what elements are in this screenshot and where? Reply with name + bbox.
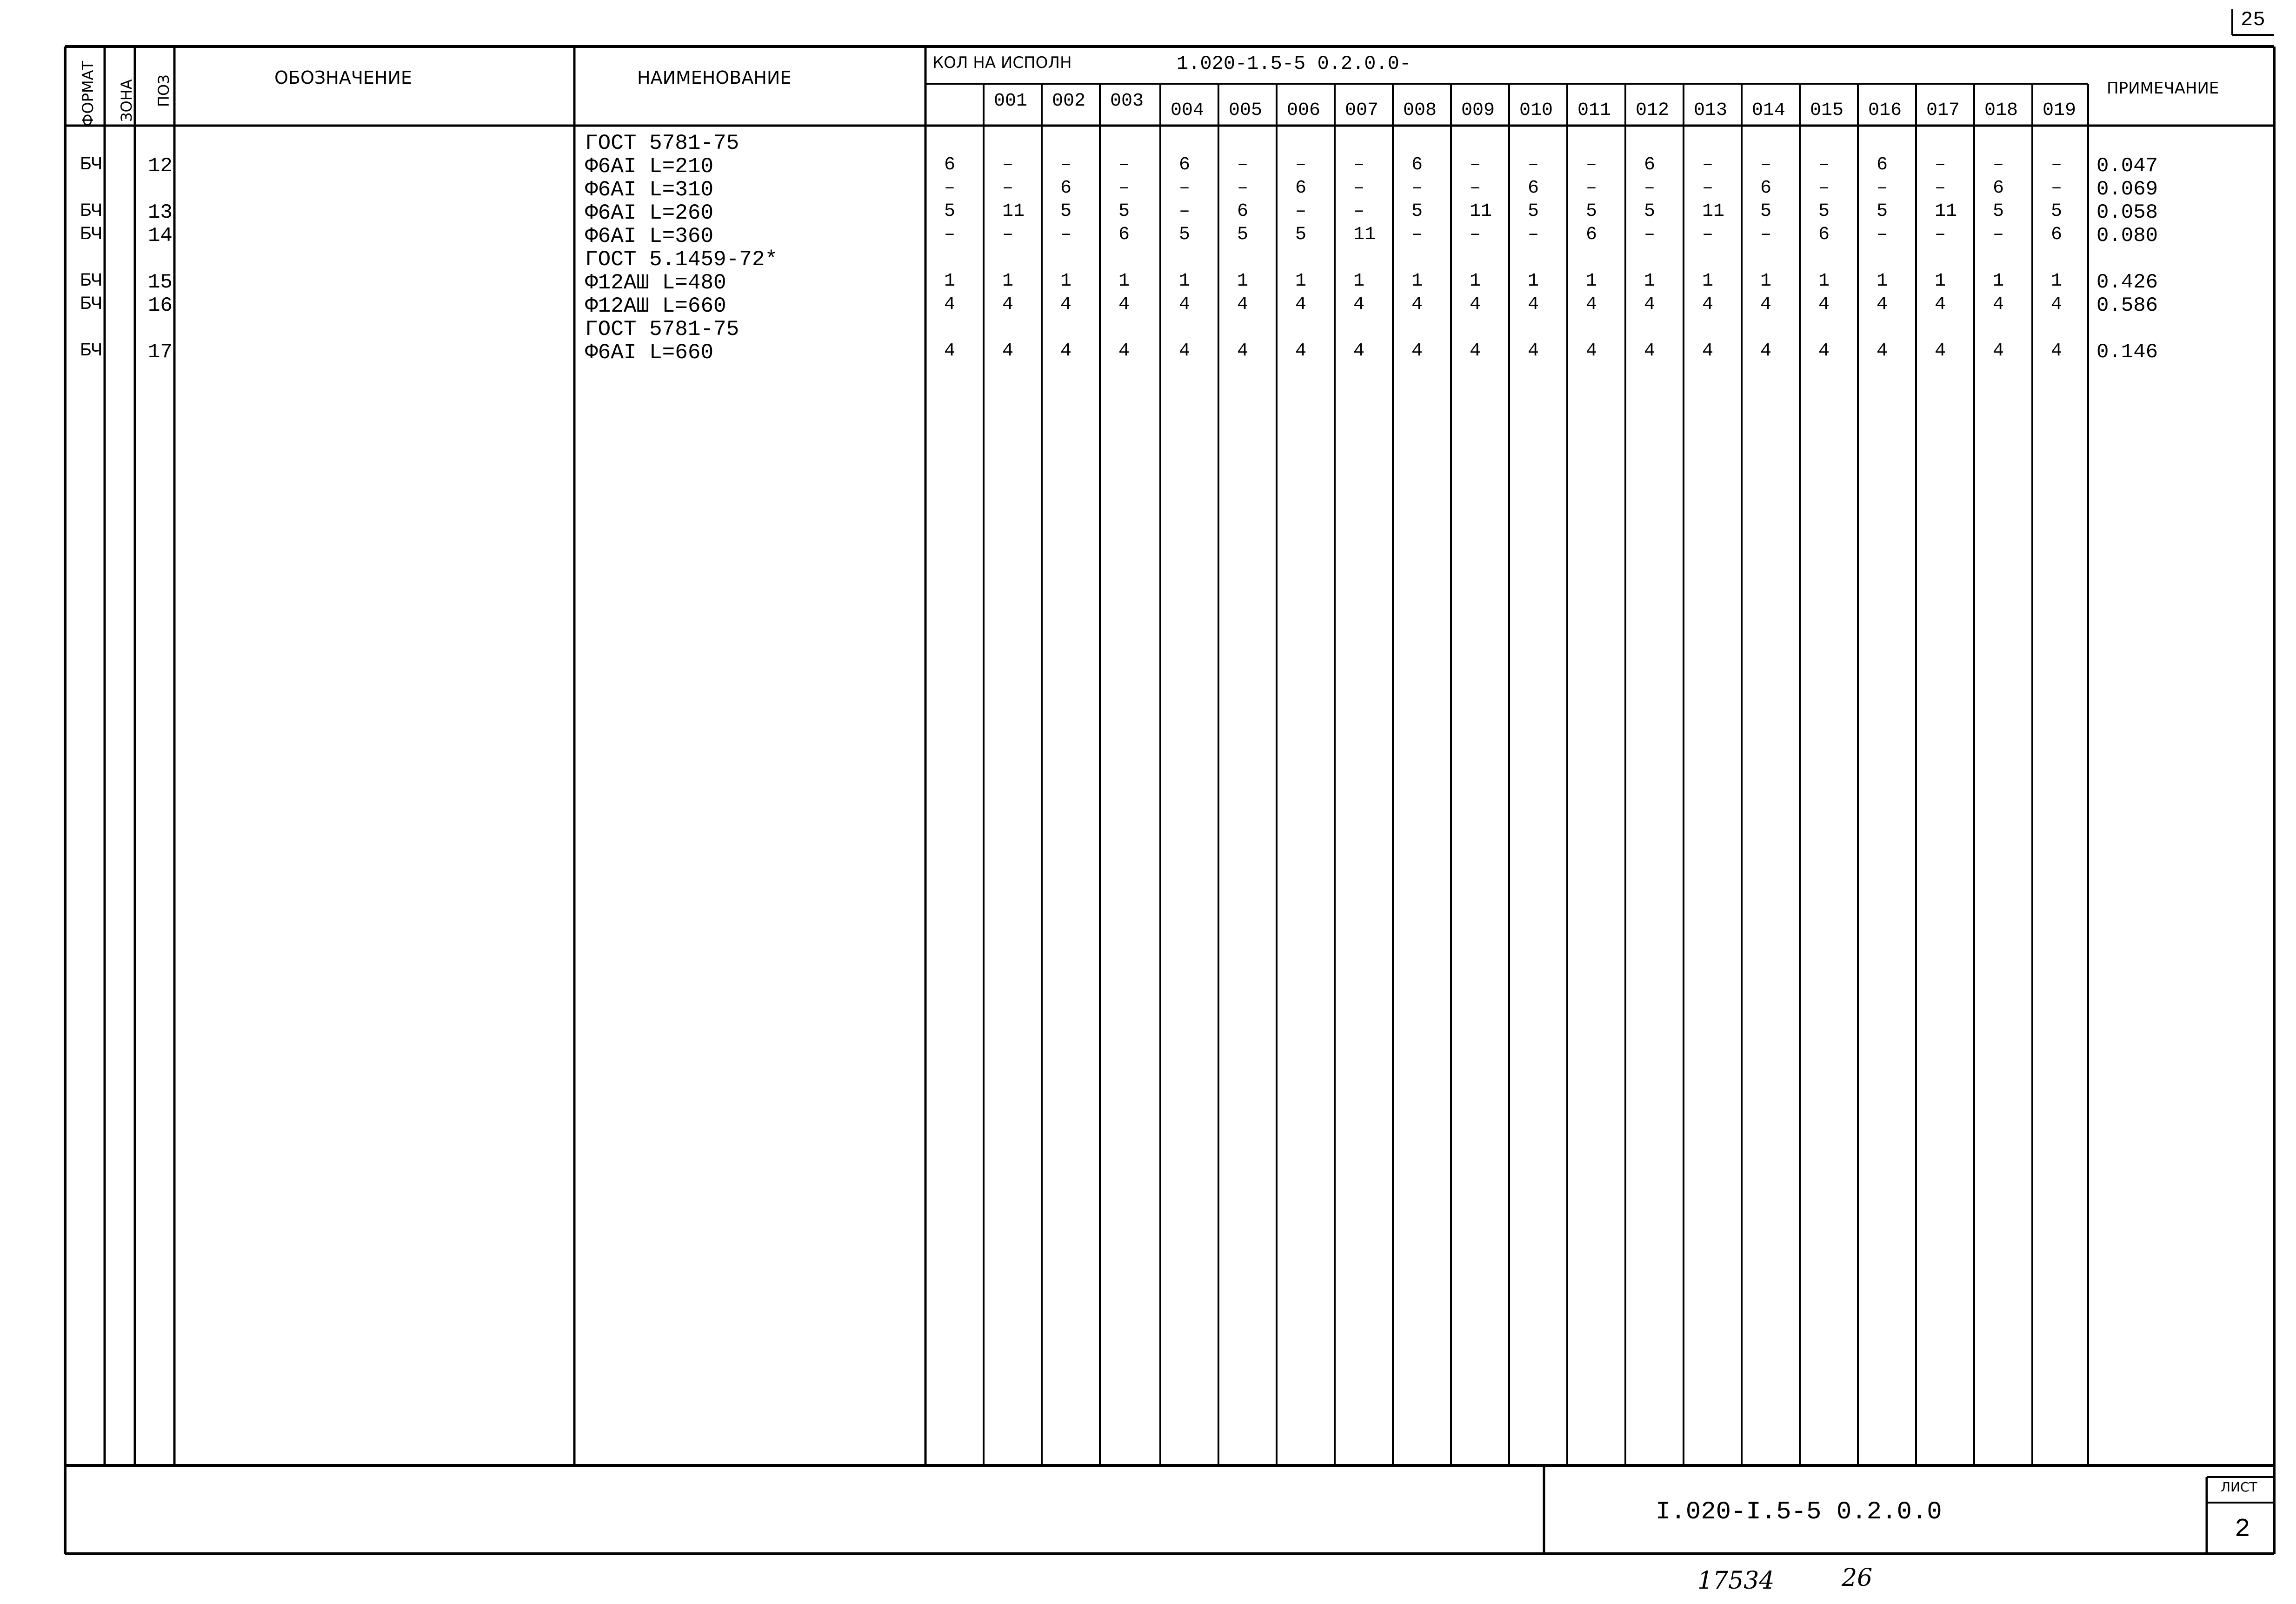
- qty-cell: –: [1470, 154, 1481, 175]
- pos-cell: 13: [148, 201, 173, 224]
- qty-cell: 4: [1002, 341, 1014, 361]
- qty-cell: 6: [1060, 178, 1072, 199]
- note-cell: 0.426: [2096, 271, 2158, 294]
- qty-cell: 4: [1295, 294, 1307, 315]
- variant-header: 003: [1110, 91, 1144, 112]
- qty-cell: 6: [1818, 224, 1830, 245]
- qty-cell: 6: [1118, 224, 1130, 245]
- qty-cell: 6: [1644, 154, 1656, 175]
- qty-cell: 6: [944, 154, 956, 175]
- qty-cell: 4: [1644, 341, 1656, 361]
- qty-cell: –: [1702, 154, 1714, 175]
- qty-cell: 4: [1353, 294, 1365, 315]
- qty-cell: –: [1877, 224, 1888, 245]
- qty-cell: 1: [1118, 271, 1130, 292]
- pos-cell: 12: [148, 154, 173, 178]
- qty-cell: –: [1818, 154, 1830, 175]
- stamp-sheet-label: ЛИСТ: [2221, 1479, 2257, 1495]
- qty-cell: 4: [2051, 294, 2063, 315]
- qty-cell: 6: [1237, 201, 1249, 222]
- qty-cell: 1: [1002, 271, 1014, 292]
- qty-cell: 5: [1237, 224, 1249, 245]
- pos-cell: 17: [148, 341, 173, 364]
- qty-cell: 4: [1528, 294, 1539, 315]
- qty-cell: –: [2051, 178, 2063, 199]
- qty-cell: 5: [1586, 201, 1597, 222]
- variant-header: 007: [1345, 100, 1379, 121]
- qty-cell: –: [944, 224, 956, 245]
- doc-prefix-header: 1.020-1.5-5 0.2.0.0-: [1177, 53, 1411, 75]
- qty-header: КОЛ НА ИСПОЛН: [932, 53, 1072, 72]
- variant-header: 004: [1171, 100, 1205, 121]
- qty-cell: –: [1644, 178, 1656, 199]
- qty-cell: 1: [1935, 271, 1946, 292]
- pos-header: ПОЗ: [155, 74, 173, 107]
- qty-cell: 4: [1760, 294, 1772, 315]
- qty-cell: 4: [1060, 341, 1072, 361]
- qty-cell: 6: [1295, 178, 1307, 199]
- variant-header: 009: [1461, 100, 1495, 121]
- name-line: ГОСТ 5781-75: [585, 131, 739, 155]
- qty-cell: 1: [1411, 271, 1423, 292]
- variant-header: 011: [1577, 100, 1611, 121]
- qty-cell: 5: [1528, 201, 1539, 222]
- qty-cell: 4: [944, 294, 956, 315]
- variant-header: 017: [1926, 100, 1960, 121]
- qty-cell: 6: [2051, 224, 2063, 245]
- qty-cell: 1: [1528, 271, 1539, 292]
- qty-cell: 11: [1353, 224, 1376, 245]
- qty-cell: 1: [1470, 271, 1481, 292]
- qty-cell: –: [1179, 201, 1191, 222]
- format-cell: БЧ: [80, 341, 103, 361]
- qty-cell: 5: [1118, 201, 1130, 222]
- qty-cell: 4: [1118, 294, 1130, 315]
- qty-cell: –: [1118, 154, 1130, 175]
- qty-cell: 4: [1470, 294, 1481, 315]
- qty-cell: –: [1295, 201, 1307, 222]
- qty-cell: –: [1993, 154, 2004, 175]
- qty-cell: 4: [1002, 294, 1014, 315]
- qty-cell: –: [1060, 154, 1072, 175]
- variant-header: 006: [1287, 100, 1321, 121]
- name-line: Ф6АI L=260: [585, 201, 714, 225]
- qty-cell: 1: [1702, 271, 1714, 292]
- variant-header: 008: [1403, 100, 1437, 121]
- qty-cell: –: [1935, 224, 1946, 245]
- qty-cell: –: [1586, 178, 1597, 199]
- qty-cell: 1: [1237, 271, 1249, 292]
- name-line: Ф6АI L=660: [585, 341, 714, 365]
- qty-cell: 4: [1237, 341, 1249, 361]
- qty-cell: 4: [1295, 341, 1307, 361]
- qty-cell: 4: [1818, 341, 1830, 361]
- qty-cell: 1: [944, 271, 956, 292]
- qty-cell: 11: [1702, 201, 1725, 222]
- variant-header: 018: [1984, 100, 2018, 121]
- qty-cell: 4: [1179, 341, 1191, 361]
- note-header: ПРИМЕЧАНИЕ: [2107, 79, 2219, 98]
- qty-cell: –: [1877, 178, 1888, 199]
- qty-cell: 4: [1060, 294, 1072, 315]
- qty-cell: 4: [1586, 341, 1597, 361]
- qty-cell: –: [1002, 178, 1014, 199]
- qty-cell: –: [1760, 154, 1772, 175]
- qty-cell: 4: [1528, 341, 1539, 361]
- qty-cell: 5: [1993, 201, 2004, 222]
- variant-header: 019: [2043, 100, 2076, 121]
- qty-cell: 4: [1993, 294, 2004, 315]
- variant-header: 010: [1519, 100, 1553, 121]
- name-line: Ф6АI L=310: [585, 178, 714, 202]
- qty-cell: –: [1470, 178, 1481, 199]
- qty-cell: –: [1179, 178, 1191, 199]
- qty-cell: 4: [1179, 294, 1191, 315]
- stamp-sheet-number: 2: [2235, 1514, 2250, 1544]
- qty-cell: –: [2051, 154, 2063, 175]
- qty-cell: –: [1935, 178, 1946, 199]
- qty-cell: 4: [1877, 294, 1888, 315]
- pos-cell: 14: [148, 224, 173, 247]
- qty-cell: –: [1644, 224, 1656, 245]
- qty-cell: 4: [1411, 294, 1423, 315]
- qty-cell: –: [1702, 224, 1714, 245]
- qty-cell: 4: [1237, 294, 1249, 315]
- variant-header: 002: [1052, 91, 1086, 112]
- qty-cell: 6: [1411, 154, 1423, 175]
- note-cell: 0.586: [2096, 294, 2158, 317]
- qty-cell: –: [1002, 154, 1014, 175]
- qty-cell: 4: [1644, 294, 1656, 315]
- qty-cell: 1: [1353, 271, 1365, 292]
- variant-header: 013: [1694, 100, 1728, 121]
- name-line: Ф12АШ L=660: [585, 294, 726, 318]
- qty-cell: 4: [1993, 341, 2004, 361]
- format-cell: БЧ: [80, 201, 103, 222]
- pos-cell: 16: [148, 294, 173, 317]
- qty-cell: –: [1060, 224, 1072, 245]
- qty-cell: 5: [1060, 201, 1072, 222]
- qty-cell: 6: [1528, 178, 1539, 199]
- qty-cell: 6: [1993, 178, 2004, 199]
- variant-header: 001: [994, 91, 1028, 112]
- qty-cell: 6: [1179, 154, 1191, 175]
- qty-cell: 4: [1760, 341, 1772, 361]
- inventory-number: 17534: [1697, 1567, 1775, 1595]
- qty-cell: 4: [1818, 294, 1830, 315]
- qty-cell: –: [1118, 178, 1130, 199]
- qty-cell: 4: [2051, 341, 2063, 361]
- note-cell: 0.080: [2096, 224, 2158, 247]
- qty-cell: 11: [1470, 201, 1492, 222]
- note-cell: 0.047: [2096, 154, 2158, 178]
- qty-cell: –: [1586, 154, 1597, 175]
- qty-cell: 1: [1295, 271, 1307, 292]
- qty-cell: 1: [1993, 271, 2004, 292]
- qty-cell: –: [1528, 154, 1539, 175]
- qty-cell: 1: [1760, 271, 1772, 292]
- qty-cell: –: [1002, 224, 1014, 245]
- qty-cell: 5: [1818, 201, 1830, 222]
- qty-cell: –: [1237, 154, 1249, 175]
- qty-cell: 1: [1644, 271, 1656, 292]
- stamp-doc-number: I.020-I.5-5 0.2.0.0: [1656, 1498, 1942, 1526]
- qty-cell: 1: [2051, 271, 2063, 292]
- qty-cell: –: [1237, 178, 1249, 199]
- note-cell: 0.069: [2096, 178, 2158, 201]
- qty-cell: 5: [1295, 224, 1307, 245]
- qty-cell: 4: [1353, 341, 1365, 361]
- format-cell: БЧ: [80, 271, 103, 292]
- qty-cell: 4: [1118, 341, 1130, 361]
- qty-cell: 5: [1877, 201, 1888, 222]
- format-cell: БЧ: [80, 294, 103, 315]
- qty-cell: 5: [2051, 201, 2063, 222]
- qty-cell: 1: [1586, 271, 1597, 292]
- qty-cell: 6: [1586, 224, 1597, 245]
- qty-cell: –: [1818, 178, 1830, 199]
- qty-cell: 5: [944, 201, 956, 222]
- variant-header: 014: [1752, 100, 1786, 121]
- qty-cell: –: [1993, 224, 2004, 245]
- qty-cell: 6: [1877, 154, 1888, 175]
- variant-header: 005: [1229, 100, 1263, 121]
- qty-cell: 4: [1586, 294, 1597, 315]
- qty-cell: –: [1702, 178, 1714, 199]
- variant-header: 016: [1868, 100, 1902, 121]
- qty-cell: 4: [1702, 294, 1714, 315]
- note-cell: 0.058: [2096, 201, 2158, 224]
- designation-header: ОБОЗНАЧЕНИЕ: [274, 67, 412, 88]
- qty-cell: –: [1470, 224, 1481, 245]
- qty-cell: 4: [1470, 341, 1481, 361]
- qty-cell: –: [1935, 154, 1946, 175]
- variant-header: 015: [1810, 100, 1844, 121]
- pos-cell: 15: [148, 271, 173, 294]
- qty-cell: 5: [1760, 201, 1772, 222]
- qty-cell: 11: [1002, 201, 1025, 222]
- page-number: 25: [2241, 8, 2265, 32]
- qty-cell: 4: [944, 341, 956, 361]
- qty-cell: 5: [1644, 201, 1656, 222]
- name-line: ГОСТ 5.1459-72*: [585, 247, 778, 272]
- name-line: Ф6АI L=360: [585, 224, 714, 248]
- format-header: ФОРМАТ: [79, 60, 97, 127]
- name-header: НАИМЕНОВАНИЕ: [637, 67, 792, 88]
- qty-cell: 4: [1877, 341, 1888, 361]
- qty-cell: 5: [1179, 224, 1191, 245]
- name-line: ГОСТ 5781-75: [585, 317, 739, 341]
- note-cell: 0.146: [2096, 341, 2158, 364]
- qty-cell: –: [1411, 224, 1423, 245]
- format-cell: БЧ: [80, 154, 103, 175]
- footer-extra: 26: [1842, 1564, 1873, 1592]
- qty-cell: 1: [1179, 271, 1191, 292]
- qty-cell: –: [1353, 178, 1365, 199]
- qty-cell: –: [1295, 154, 1307, 175]
- name-line: Ф12АШ L=480: [585, 271, 726, 295]
- qty-cell: –: [1411, 178, 1423, 199]
- qty-cell: 1: [1877, 271, 1888, 292]
- zone-header: ЗОНА: [118, 79, 135, 122]
- qty-cell: 4: [1935, 341, 1946, 361]
- qty-cell: 5: [1411, 201, 1423, 222]
- format-cell: БЧ: [80, 224, 103, 245]
- qty-cell: –: [1353, 154, 1365, 175]
- variant-header: 012: [1636, 100, 1670, 121]
- qty-cell: 1: [1818, 271, 1830, 292]
- qty-cell: –: [944, 178, 956, 199]
- qty-cell: 4: [1702, 341, 1714, 361]
- qty-cell: 1: [1060, 271, 1072, 292]
- name-line: Ф6АI L=210: [585, 154, 714, 179]
- qty-cell: 6: [1760, 178, 1772, 199]
- qty-cell: –: [1528, 224, 1539, 245]
- qty-cell: 11: [1935, 201, 1957, 222]
- qty-cell: –: [1353, 201, 1365, 222]
- qty-cell: 4: [1411, 341, 1423, 361]
- qty-cell: 4: [1935, 294, 1946, 315]
- qty-cell: –: [1760, 224, 1772, 245]
